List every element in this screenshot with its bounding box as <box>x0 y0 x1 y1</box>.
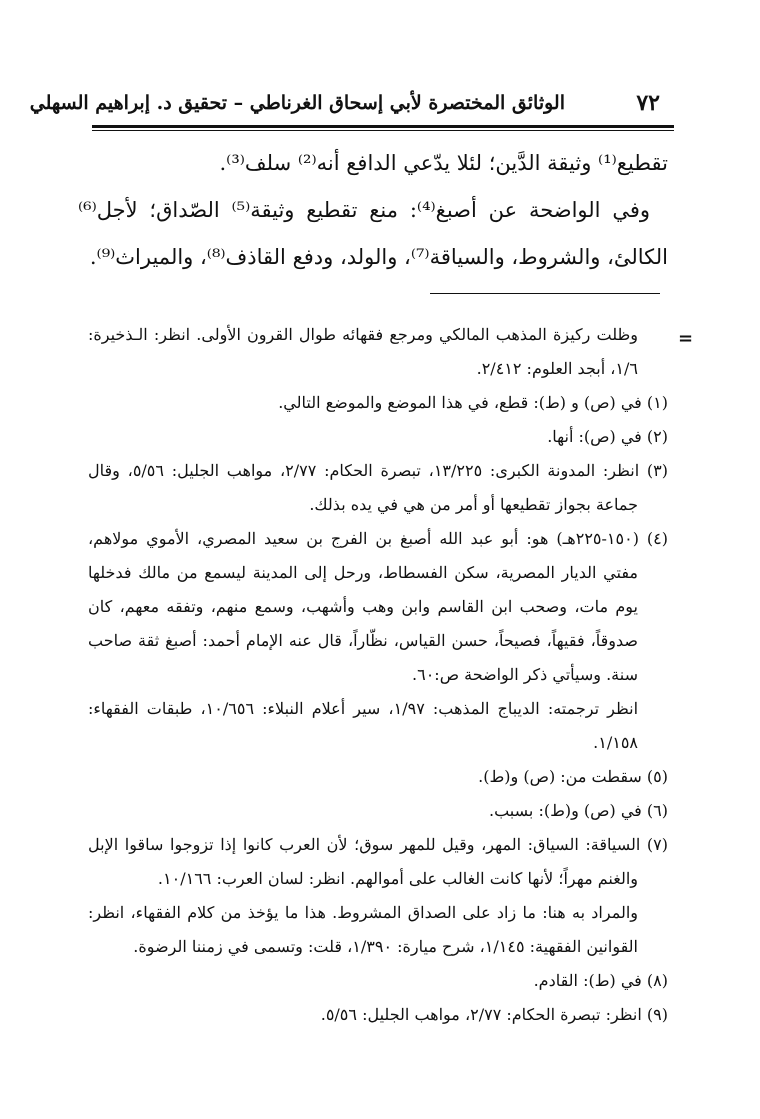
header-rule-thin <box>92 130 674 131</box>
footnote-6: (٦) في (ص) و(ط): بسبب. <box>489 801 668 820</box>
footnote-4-bio: انظر ترجمته: الديباج المذهب: ١/٩٧، سير أعلام النبلاء: ١٠/٦٥٦، طبقات الفقهاء: ١/١٥٨. <box>88 699 639 752</box>
footnote-7-detail: والمراد به هنا: ما زاد على الصداق المشروط. هذا ما يؤخذ من كلام الفقهاء، انظر: القوانين الفقهية: ١/١٤٥، شرح ميارة: ١/٣٩٠، قلت: وتسمى في زمننا الرضوة. <box>88 903 638 956</box>
footnotes <box>88 318 668 1032</box>
footnote-1: (١) في (ص) و (ط): قطع، في هذا الموضع والموضع التالي. <box>278 393 668 412</box>
footnote-7: (٧) السياقة: السياق: المهر، وقيل للمهر سوق؛ لأن العرب كانوا إذا تزوجوا ساقوا الإبل والغنم مهراً؛ لأنها كانت الغالب على أموالهم. انظر: لسان العرب: ١٠/١٦٦. <box>88 835 669 888</box>
footnote-3: (٣) انظر: المدونة الكبرى: ١٣/٢٢٥، تبصرة الحكام: ٢/٧٧، مواهب الجليل: ٥/٥٦، وقال جماعة بجواز تقطيعها أو أمر من هي في يده بذلك. <box>88 461 669 514</box>
footnote-2: (٢) في (ص): أنها. <box>547 427 668 446</box>
footnote-continued: وظلت ركيزة المذهب المالكي ومرجع فقهائه طوال القرون الأولى. انظر: الـذخيرة: ١/٦، أبجد العلوم: ٢/٤١٢. <box>88 325 638 378</box>
page-number: ٧٢ <box>636 90 660 116</box>
footnote-continuation-mark: = <box>678 328 694 349</box>
page-header <box>0 90 760 124</box>
footnote-separator <box>430 293 660 294</box>
main-paragraph-2: وفي الواضحة عن أصبغ⁽⁴⁾: منع تقطيع وثيقة⁽⁵⁾ الصّداق؛ لأجل⁽⁶⁾ الكالئ، والشروط، والسياقة⁽⁷⁾، والولد، ودفع القاذف⁽⁸⁾، والميراث⁽⁹⁾. <box>78 198 668 269</box>
footnote-5: (٥) سقطت من: (ص) و(ط). <box>478 767 668 786</box>
main-text <box>78 140 668 281</box>
footnote-8: (٨) في (ط): القادم. <box>533 971 668 990</box>
footnote-4: (٤) (١٥٠-٢٢٥هـ) هو: أبو عبد الله أصبغ بن الفرج بن سعيد المصري، الأموي مولاهم، مفتي الديار المصرية، سكن الفسطاط، ورحل إلى المدينة ليسمع من مالك فدخلها يوم مات، وصحب ابن القاسم وابن وهب وأشهب، وسمع منهم، وتفقه معهم، كان صدوقاً، فقيهاً، فصيحاً، حسن القياس، نظّاراً، قال عنه الإمام أحمد: أصبغ ثقة صاحب سنة. وسيأتي ذكر الواضحة ص:٦٠. <box>88 529 668 684</box>
header-rule-thick <box>92 125 674 128</box>
footnote-9: (٩) انظر: تبصرة الحكام: ٢/٧٧، مواهب الجليل: ٥/٥٦. <box>320 1005 668 1024</box>
main-paragraph-1: تقطيع⁽¹⁾ وثيقة الدَّين؛ لئلا يدّعي الدافع أنه⁽²⁾ سلف⁽³⁾. <box>219 151 668 175</box>
running-title: الوثائق المختصرة لأبي إسحاق الغرناطي – تحقيق د. إبراهيم السهلي <box>29 92 565 114</box>
